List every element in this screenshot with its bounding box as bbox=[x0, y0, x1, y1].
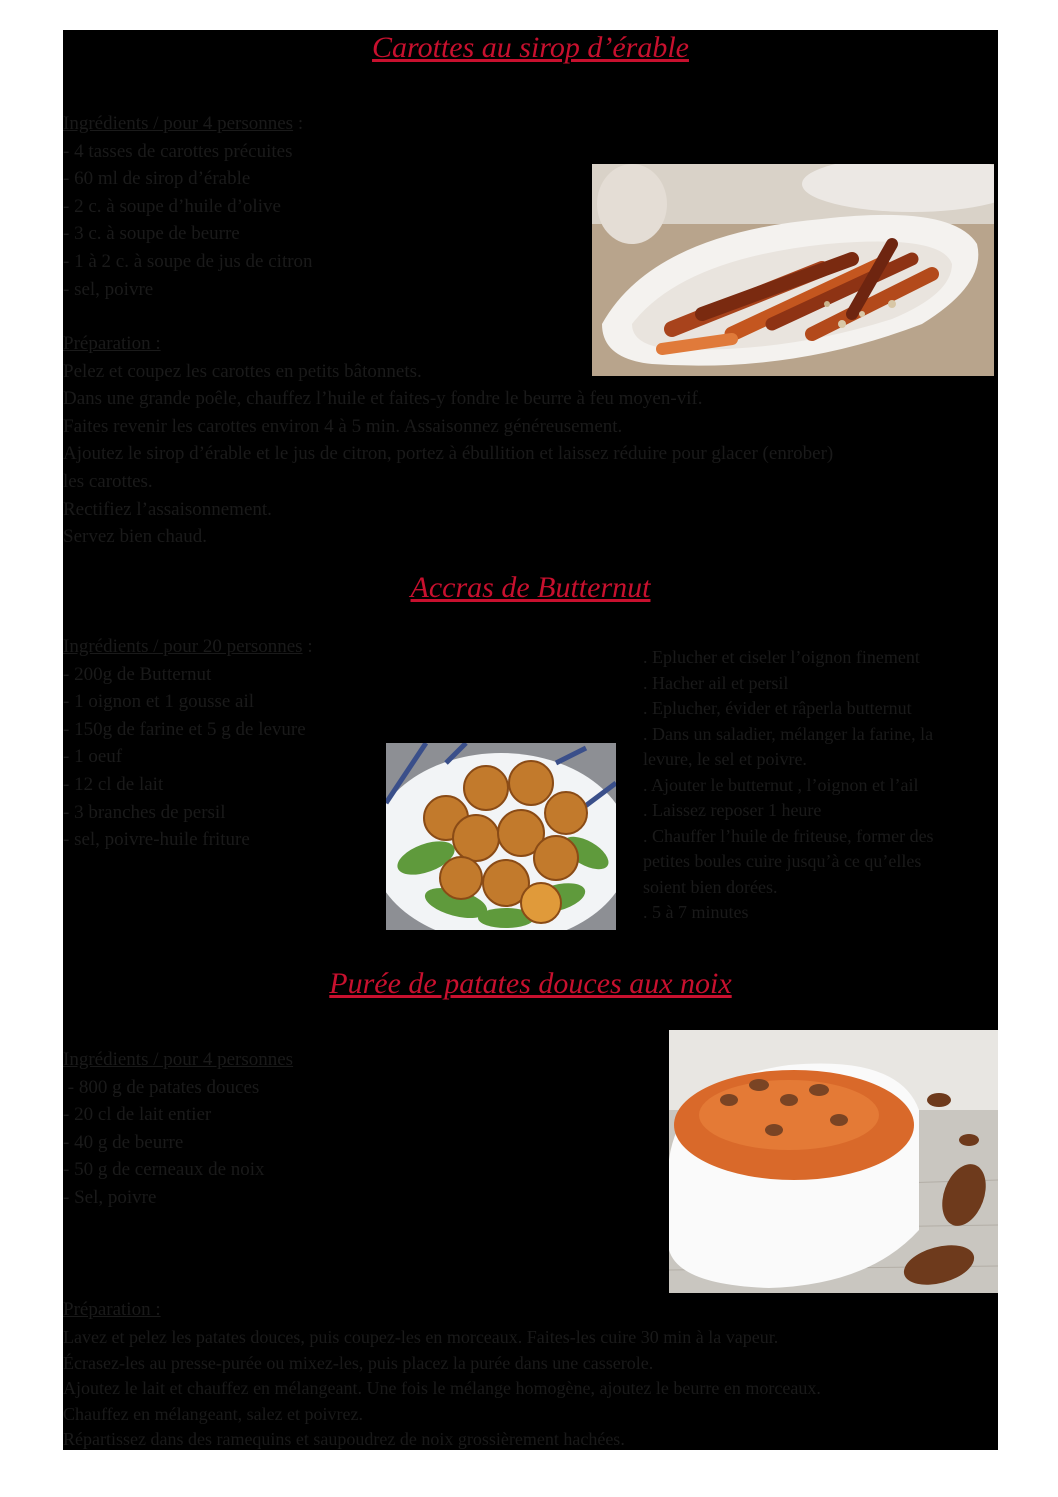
preparation-step: soient bien dorées. bbox=[643, 876, 778, 897]
preparation-step: . Laissez reposer 1 heure bbox=[643, 800, 822, 820]
ingredient-item: - sel, poivre bbox=[63, 278, 154, 300]
preparation-step: Ajoutez le sirop d’érable et le jus de citron, portez à ébullition et laissez réduire pour glacer (enrober) bbox=[63, 443, 834, 465]
ingredient-item: - 20 cl de lait entier bbox=[63, 1104, 212, 1126]
ingredients-heading: Ingrédients / pour 4 personnes : bbox=[63, 113, 304, 134]
accras-photo bbox=[386, 743, 616, 930]
preparation-step: Faites revenir les carottes environ 4 à 5 min. Assaisonnez généreusement. bbox=[63, 415, 623, 437]
ingredient-item: - 1 oignon et 1 gousse ail bbox=[63, 691, 255, 713]
ingredient-item: - 2 c. à soupe d’huile d’olive bbox=[63, 195, 281, 217]
preparation-carottes bbox=[63, 330, 833, 551]
preparation-step: Pelez et coupez les carottes en petits bâtonnets. bbox=[63, 360, 422, 382]
ingredient-item: - 1 oeuf bbox=[63, 746, 123, 768]
preparation-heading: Préparation : bbox=[63, 333, 161, 354]
preparation-step: Lavez et pelez les patates douces, puis coupez-les en morceaux. Faites-les cuire 30 min à la vapeur. bbox=[63, 1327, 779, 1347]
ingredient-item: - 50 g de cerneaux de noix bbox=[63, 1159, 265, 1181]
recipe-page bbox=[63, 30, 998, 1450]
recipe-title-accras: Accras de Butternut bbox=[410, 571, 651, 604]
ingredient-item: - 4 tasses de carottes précuites bbox=[63, 140, 293, 162]
ingredient-item: - 200g de Butternut bbox=[63, 663, 212, 685]
preparation-step: . Eplucher, évider et râperla butternut bbox=[643, 698, 912, 718]
preparation-step: . Eplucher et ciseler l’oignon finement bbox=[643, 647, 920, 667]
preparation-step: Dans une grande poêle, chauffez l’huile et faites-y fondre le beurre à feu moyen-vif. bbox=[63, 388, 703, 410]
ingredients-heading: Ingrédients / pour 20 personnes : bbox=[63, 636, 313, 657]
ingredient-item: - sel, poivre-huile friture bbox=[63, 829, 250, 851]
ingredient-item: - 1 à 2 c. à soupe de jus de citron bbox=[63, 250, 313, 272]
preparation-step: Chauffez en mélangeant, salez et poivrez. bbox=[63, 1403, 364, 1424]
ingredients-list-accras bbox=[63, 633, 313, 854]
preparation-step: Écrasez-les au presse-purée ou mixez-les, puis placez la purée dans une casserole. bbox=[63, 1352, 654, 1373]
preparation-accras bbox=[643, 645, 934, 926]
preparation-step: les carottes. bbox=[63, 470, 153, 492]
preparation-step: Répartissez dans des ramequins et saupoudrez de noix grossièrement hachées. bbox=[63, 1429, 625, 1449]
ingredients-heading: Ingrédients / pour 4 personnes bbox=[63, 1049, 294, 1070]
preparation-puree bbox=[63, 1325, 821, 1450]
preparation-heading: Préparation : bbox=[63, 1299, 161, 1320]
ingredients-list-puree bbox=[63, 1046, 293, 1212]
ingredient-item: - 60 ml de sirop d’érable bbox=[63, 168, 251, 190]
preparation-step: Rectifiez l’assaisonnement. bbox=[63, 498, 272, 520]
preparation-step: . Chauffer l’huile de friteuse, former des bbox=[643, 825, 934, 846]
ingredient-item: - 12 cl de lait bbox=[63, 773, 164, 795]
preparation-step: levure, le sel et poivre. bbox=[643, 749, 807, 769]
ingredient-item: - 40 g de beurre bbox=[63, 1131, 184, 1153]
ingredient-item: - 800 g de patates douces bbox=[63, 1076, 260, 1098]
preparation-step: . 5 à 7 minutes bbox=[643, 902, 749, 922]
preparation-heading-puree bbox=[63, 1296, 161, 1324]
preparation-step: Servez bien chaud. bbox=[63, 526, 208, 548]
ingredient-item: - 150g de farine et 5 g de levure bbox=[63, 718, 306, 740]
recipe-title-puree: Purée de patates douces aux noix bbox=[329, 967, 732, 1000]
puree-photo bbox=[669, 1030, 998, 1293]
ingredient-item: - 3 c. à soupe de beurre bbox=[63, 223, 240, 245]
preparation-step: Ajoutez le lait et chauffez en mélangeant. Une fois le mélange homogène, ajoutez le beurre en morceaux. bbox=[63, 1378, 821, 1398]
ingredients-list-carottes bbox=[63, 110, 313, 303]
preparation-step: . Ajouter le butternut , l’oignon et l’ail bbox=[643, 774, 919, 795]
recipe-title-carottes: Carottes au sirop d’érable bbox=[372, 31, 689, 64]
preparation-step: . Hacher ail et persil bbox=[643, 672, 789, 693]
preparation-step: . Dans un saladier, mélanger la farine, la bbox=[643, 723, 934, 744]
preparation-step: petites boules cuire jusqu’à ce qu’elles bbox=[643, 851, 922, 871]
ingredient-item: - Sel, poivre bbox=[63, 1186, 157, 1208]
ingredient-item: - 3 branches de persil bbox=[63, 801, 226, 823]
